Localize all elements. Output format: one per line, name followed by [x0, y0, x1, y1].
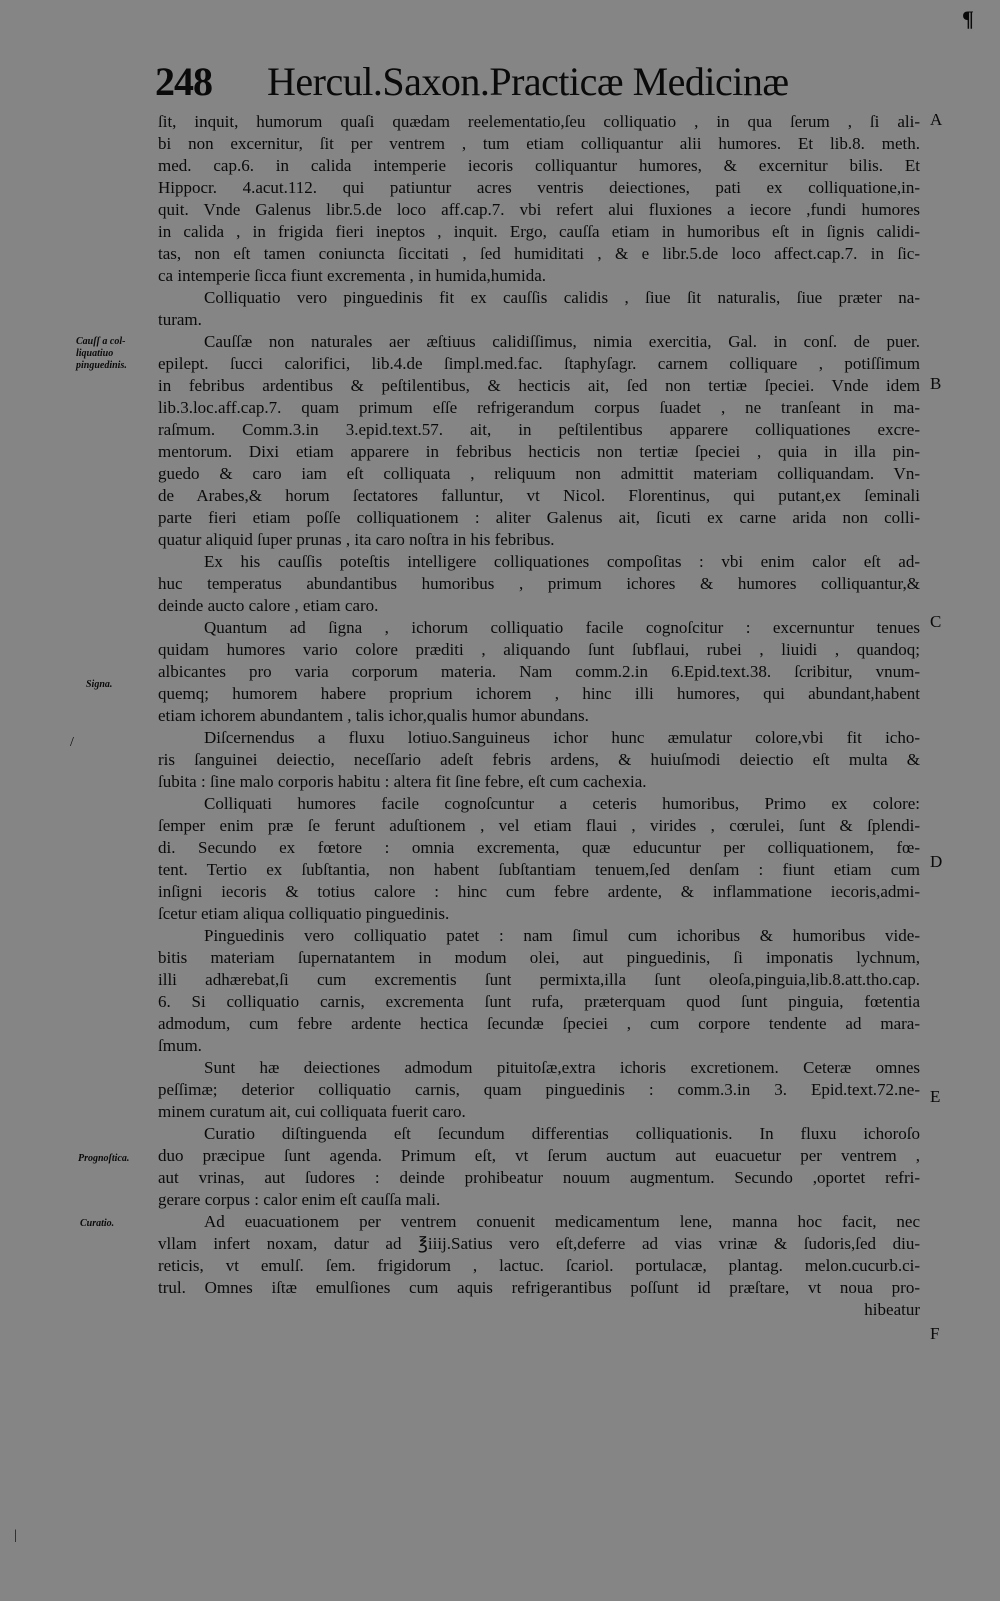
text-line: Diſcernendus a fluxu lotiuo.Sanguineus ichor hunc æmulatur colore,vbi fit icho- — [204, 728, 920, 747]
page-number: 248 — [155, 59, 212, 104]
text-line: in calida , in frigida fieri ineptos , inquit. Ergo, cauſſa etiam in humoribus eſt in ſignis calidi- — [158, 222, 920, 241]
text-line: Colliquati humores facile cognoſcuntur a ceteris humoribus, Primo ex colore: — [204, 794, 920, 813]
text-line: 6. Si colliquatio carnis, excrementa ſunt rufa, præterquam quod ſunt pinguia, fœtentia — [158, 992, 920, 1011]
text-line: peſſimæ; deterior colliquatio carnis, quam pinguedinis : comm.3.in 3. Epid.text.72.ne- — [158, 1080, 920, 1099]
section-letter-d: D — [930, 852, 943, 871]
corner-mark: ¶ — [962, 6, 974, 31]
text-line: tent. Tertio ex ſubſtantia, non habent ſubſtantiam tenuem,ſed denſam : fiunt etiam cum — [158, 860, 920, 879]
text-line: quatur aliquid ſuper prunas , ita caro noſtra in his febribus. — [158, 530, 555, 549]
text-line: trul. Omnes iſtæ emulſiones cum aquis refrigerantibus poſſunt id præſtare, vt noua pro- — [158, 1278, 920, 1297]
text-line: guedo & caro iam eſt colliquata , reliquum non admittit materiam colliquandam. Vn- — [158, 464, 920, 483]
section-letter-c: C — [930, 612, 942, 631]
running-title: Hercul.Saxon.Practicæ Medicinæ — [267, 59, 789, 104]
text-line: di. Secundo ex fœtore : omnia excrementa, quæ educuntur per colliquationem, fœ- — [158, 838, 920, 857]
text-line: albicantes pro varia corporum materia. Nam comm.2.in 6.Epid.text.38. ſcribitur, vnum- — [158, 662, 920, 681]
text-line: mentorum. Dixi etiam apparere in febribus hecticis non tertiæ ſpeciei , quia in illa pin- — [158, 442, 920, 461]
text-line: illi adhærebat,ſi cum excrementis ſunt permixta,illa ſunt oleoſa,pinguia,lib.8.att.tho.cap. — [158, 970, 920, 989]
text-line: turam. — [158, 310, 202, 329]
text-line: quemq; humorem habere proprium ichorem , hinc illi humores, qui abundant,habent — [158, 684, 920, 703]
text-line: aut vrinas, aut ſudores : deinde prohibeatur nouum augmentum. Secundo ,oportet refri- — [158, 1168, 920, 1187]
text-line: quidam humores vario colore præditi , aliquando ſunt ſubflaui, rubei , liuidi , quandoq; — [158, 640, 920, 659]
text-line: ris ſanguinei deiectio, neceſſario adeſt febris ardens, & huiuſmodi deiectio eſt multa & — [158, 750, 920, 769]
text-line: Quantum ad ſigna , ichorum colliquatio facile cognoſcitur : excernuntur tenues — [204, 618, 920, 637]
text-line: ca intemperie ſicca fiunt excrementa , in humida,humida. — [158, 266, 547, 285]
text-line: ſcetur etiam aliqua colliquatio pinguedinis. — [158, 904, 450, 923]
catchword: hibeatur — [864, 1300, 920, 1319]
text-line: ſubita : ſine malo corporis habitu : altera fit ſine febre, eſt cum cachexia. — [158, 772, 647, 791]
text-line: bi non excernitur, ſit per ventrem , tum etiam colliquantur alii humores. Et lib.8. meth. — [158, 134, 920, 153]
stray-mark: / — [70, 735, 74, 750]
text-line: ſit, inquit, humorum quaſi quædam reelementatio,ſeu colliquatio , in qua ſerum , ſi ali- — [158, 112, 920, 131]
text-line: minem curatum ait, cui colliquata fuerit caro. — [158, 1102, 466, 1121]
text-line: deinde aucto calore , etiam caro. — [158, 596, 379, 615]
body-text — [158, 111, 920, 1321]
text-line: etiam ichorem abundantem , talis ichor,qualis humor abundans. — [158, 706, 589, 725]
text-line: Ex his cauſſis poteſtis intelligere colliquationes compoſitas : vbi enim calor eſt ad- — [204, 552, 920, 571]
page-header — [155, 58, 915, 106]
text-line: Curatio diſtinguenda eſt ſecundum differentias colliquationis. In fluxu ichoroſo — [204, 1124, 920, 1143]
stray-mark: | — [14, 1528, 17, 1543]
text-line: tas, non eſt tamen coniuncta ſiccitati , ſed humiditati , & e libr.5.de loco affect.cap.7. in ſic- — [158, 244, 920, 263]
text-line: de Arabes,& horum ſectatores falluntur, vt Nicol. Florentinus, qui putant,ex ſeminali — [158, 486, 920, 505]
text-line: raſmum. Comm.3.in 3.epid.text.57. ait, in peſtilentibus apparere colliquationes excre- — [158, 420, 920, 439]
section-letter-a: A — [930, 110, 943, 129]
text-line: Cauſſæ non naturales aer æſtiuus calidiſſimus, nimia exercitia, Gal. in conſ. de puer. — [204, 332, 920, 351]
text-line: epilept. ſucci calorifici, lib.4.de ſimpl.med.fac. ſtaphyſagr. carnem colliquare , potiſſimum — [158, 354, 920, 373]
text-line: Ad euacuationem per ventrem conuenit medicamentum lene, manna hoc facit, nec — [204, 1212, 920, 1231]
section-letter-f: F — [930, 1324, 940, 1343]
section-letter-b: B — [930, 374, 942, 393]
text-line: huc temperatus abundantibus humoribus , primum ichores & humores colliquantur,& — [158, 574, 920, 593]
text-line: vllam infert noxam, datur ad ℥iiij.Satius vero eſt,deferre ad vias vrinæ & ſudoris,ſed diu- — [158, 1234, 920, 1253]
text-line: bitis materiam ſupernatantem in modum olei, aut pinguedinis, ſi imponatis lychnum, — [158, 948, 920, 967]
text-line: ſmum. — [158, 1036, 202, 1055]
text-line: Colliquatio vero pinguedinis fit ex cauſſis calidis , ſiue ſit naturalis, ſiue præter na- — [204, 288, 920, 307]
text-line: Pinguedinis vero colliquatio patet : nam ſimul cum ichoribus & humoribus vide- — [204, 926, 920, 945]
text-line: inſigni iecoris & totius calore : hinc cum febre ardente, & inflammatione iecoris,admi- — [158, 882, 920, 901]
text-line: admodum, cum febre ardente hectica ſecundæ ſpeciei , cum corpore tendente ad mara- — [158, 1014, 920, 1033]
section-letter-e: E — [930, 1087, 941, 1106]
text-line: parte fieri etiam poſſe colliquationem : aliter Galenus ait, ſicuti ex carne arida non colli- — [158, 508, 920, 527]
marginal-note-signa: Signa. — [86, 679, 113, 690]
marginal-note-caussae: Cauſſ a col- liquatiuo pinguedinis. — [76, 336, 127, 371]
text-line: ſemper enim præ ſe ferunt aduſtionem , vel etiam flaui , virides , cœrulei, ſunt & ſplendi- — [158, 816, 920, 835]
text-line: in febribus ardentibus & peſtilentibus, & hecticis ait, ſed non tertiæ ſpeciei. Vnde idem — [158, 376, 920, 395]
marginal-note-prognostica: Prognoſtica. — [78, 1153, 130, 1164]
text-line: med. cap.6. in calida intemperie iecoris colliquantur humores, & excernitur bilis. Et — [158, 156, 920, 175]
text-line: reticis, vt emulſ. ſem. frigidorum , lactuc. ſcariol. portulacæ, plantag. melon.cucurb.ci- — [158, 1256, 920, 1275]
text-line: duo præcipue ſunt agenda. Primum eſt, vt ſerum auctum aut euacuetur per ventrem , — [158, 1146, 920, 1165]
text-line: Hippocr. 4.acut.112. qui patiuntur acres ventris deiectiones, pati ex colliquatione,in- — [158, 178, 920, 197]
text-line: lib.3.loc.aff.cap.7. quam primum eſſe refrigerandum corpus ſuadet , ne tranſeant in ma- — [158, 398, 920, 417]
text-line: quit. Vnde Galenus libr.5.de loco aff.cap.7. vbi refert alui fluxiones a iecore ,fundi humores — [158, 200, 920, 219]
text-line: Sunt hæ deiectiones admodum pituitoſæ,extra ichoris excretionem. Ceteræ omnes — [204, 1058, 920, 1077]
marginal-note-curatio: Curatio. — [80, 1218, 115, 1229]
text-line: gerare corpus : calor enim eſt cauſſa mali. — [158, 1190, 441, 1209]
